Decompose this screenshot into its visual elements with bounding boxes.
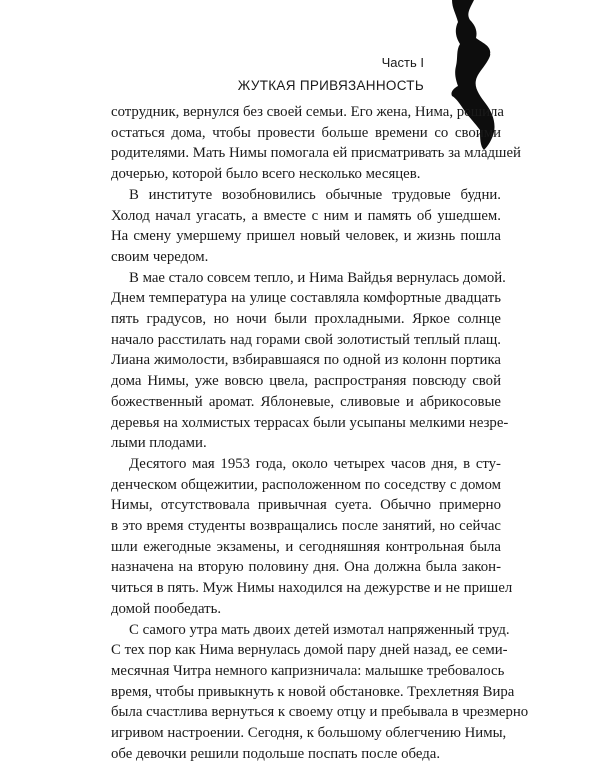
text-line: остаться дома, чтобы провести больше времени со своими [111, 124, 501, 141]
text-line: Днем температура на улице составляла комфортные двадцать [111, 290, 501, 307]
paragraph [111, 620, 529, 765]
text-line: домой пообедать. [111, 600, 222, 617]
body-text [111, 102, 529, 765]
text-line: На смену умершему пришел новый человек, и жизнь пошла [111, 228, 501, 245]
text-line: деревья на холмистых террасах были усыпаны мелкими незре- [111, 414, 509, 431]
text-line: сотрудник, вернулся без своей семьи. Его жена, Нима, решила [111, 104, 504, 120]
text-line: родителями. Мать Нимы помогала ей присматривать за младшей [111, 145, 521, 162]
text-line: денческом общежитии, расположенном по соседству с домом [111, 476, 501, 493]
paragraph [111, 268, 509, 454]
chapter-title: ЖУТКАЯ ПРИВЯЗАННОСТЬ [237, 78, 424, 93]
text-line: Лиана жимолости, взбиравшаяся по одной из колонн портика [111, 352, 501, 369]
text-line: божественный аромат. Яблоневые, сливовые и абрикосовые [111, 393, 501, 410]
text-line: Нимы, отсутствовала привычная суета. Обычно примерно [111, 497, 501, 514]
text-line: начало расстилать над горами свой золотистый теплый плащ. [111, 331, 501, 348]
text-line: Холод начал угасать, а вместе с ним и память об ушедшем. [111, 207, 501, 224]
text-line: своим чередом. [111, 248, 209, 265]
text-line: была счастлива вернуться к своему отцу и пребывала в чрезмерно [111, 704, 529, 721]
part-label: Часть I [381, 55, 424, 70]
text-line: С тех пор как Нима вернулась домой пару дней назад, ее семи- [111, 642, 508, 659]
text-line: С самого утра мать двоих детей измотал напряженный труд. [129, 621, 510, 638]
text-line: пять градусов, но ночи были прохладными. Яркое солнце [111, 311, 501, 328]
paragraph [111, 454, 513, 620]
text-line: назначена на вторую половину дня. Она должна была закон- [111, 559, 501, 576]
text-line: Десятого мая 1953 года, около четырех часов дня, в сту- [129, 455, 501, 472]
text-line: игривом настроении. Сегодня, к большому облегчению Нимы, [111, 725, 507, 742]
paragraph [111, 185, 501, 268]
text-line: В институте возобновились обычные трудовые будни. [129, 186, 501, 203]
text-line: читься в пять. Муж Нимы находился на дежурстве и не пришел [111, 580, 513, 597]
page-number: 27 [489, 51, 503, 63]
text-line: дочерью, которой было всего несколько месяцев. [111, 166, 421, 183]
text-line: дома Нимы, уже вовсю цвела, распространяя повсюду свой [111, 373, 501, 390]
text-line: в это время студенты возвращались после занятий, но сейчас [111, 518, 501, 535]
text-line: В мае стало совсем тепло, и Нима Вайдья вернулась домой. [129, 269, 506, 286]
text-line: обе девочки решили подольше поспать после обеда. [111, 745, 441, 762]
text-line: месячная Читра немного капризничала: малышке требовалось [111, 662, 505, 679]
paragraph [111, 102, 521, 185]
text-line: лыми плодами. [111, 435, 207, 452]
text-line: время, чтобы привыкнуть к новой обстановке. Трехлетняя Вира [111, 683, 515, 700]
running-header [238, 54, 424, 96]
text-line: шли ежегодные экзамены, и сегодняшняя контрольная была [111, 538, 501, 555]
